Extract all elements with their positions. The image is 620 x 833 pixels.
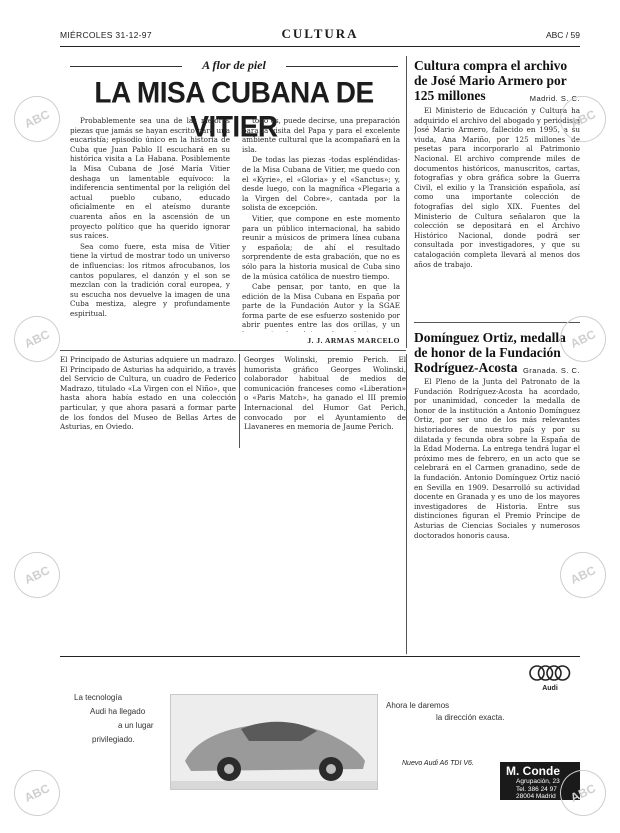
brief-text: El Principado de Asturias adquiere un madrazo. El Principado de Asturias ha adquirido, a través del Servicio de Cultura, un cuadro de Federico Madrazo, titulado «La Virgen con el Niño», que hasta ahora había estado en una colección particular, y que ahora pasará a formar parte de los fondos del Museo de Bellas Artes de Asturias, en Oviedo. — [60, 355, 236, 432]
abc-watermark: ABC — [6, 762, 67, 823]
brand-name: Audi — [542, 685, 558, 692]
brief-asturias — [60, 355, 236, 495]
main-article-column-2 — [242, 116, 400, 332]
dealer-address-line: Agrupación, 23 — [516, 778, 560, 785]
article-kicker — [70, 60, 398, 72]
kicker-rule-left — [70, 66, 182, 67]
paragraph: Probablemente sea una de las mejores piezas que jamás se hayan escrito para una eucaristía; episodio único en la historia de Cuba que Juan Pablo II escuchará en su histórica visita a La Habana. Posiblemente la Misa Cubana de José María Vitier deshaga un lamentable equívoco: la indiferencia sentimental por la religión del actual pueblo cubano, educado oficialmente en el ateísmo durante cuarenta años en la ascensión de un proyecto político que ha querido ignorar sus raíces. — [70, 116, 230, 241]
article-separator — [414, 322, 580, 323]
brief-text: Georges Wolinski, premio Perich. El humorista gráfico Georges Wolinski, colaborador habitual de medios de comunicación franceses como «Liberation» o «Paris Match», ha ganado el III premio Internacional del Humor Gat Perich, convocado por el Ayuntamiento de Llavaneres en memoria de Jaume Perich. — [244, 355, 406, 432]
main-article-column-1 — [70, 116, 230, 346]
kicker-text: A flor de piel — [182, 58, 286, 73]
paragraph: El Pleno de la Junta del Patronato de la Fundación Rodríguez-Acosta ha acordado, por unanimidad, conceder la medalla de honor de la institución a Antonio Domínguez Ortiz, por ser uno de los más relevantes historiadores de nuestro país y por su dilatada y fecunda obra sobre la España de la Edad Moderna. La entrega tendrá lugar el próximo mes de febrero, en un acto que se celebrará en el Carmen granadino, sede de la fundación. Antonio Domínguez Ortiz nació en Sevilla en 1909. Desarrolló su actividad docente en Granada y es uno de los mayores investigadores de Historia. Entre sus distinciones figuran el Premio Príncipe de Asturias de Ciencias Sociales y numerosos doctorados honoris causa. — [414, 377, 580, 540]
paragraph: Cabe pensar, por tanto, en que la edición de la Misa Cubana en España por parte de la Fundación Autor y la SGAE forma parte de ese esfuerzo sostenido por abrir puentes entre las dos orillas, y un — [242, 282, 400, 330]
article2-body — [414, 106, 580, 314]
dealer-address-line: 28004 Madrid — [516, 793, 556, 800]
ad-copy-line: Ahora le daremos — [386, 701, 450, 710]
page-header — [60, 28, 580, 44]
ad-copy-line: Audi ha llegado — [90, 707, 146, 716]
ad-model-name: Nuevo Audi A6 TDI V6. — [402, 760, 474, 767]
audi-rings-icon — [528, 662, 572, 684]
byline: J. J. ARMAS MARCELO — [307, 336, 400, 345]
paragraph: Sea como fuere, esta misa de Vitier tiene la virtud de mostrar todo un universo de influencias: los ritmos afrocubanos, los cantos populares, el danzón y el son se mezclan con la tradición coral europea, y su escucha nos devuelve la imagen de una Cuba mestiza, alegre y profundamente espiritual. — [70, 241, 230, 318]
brief-wolinski — [244, 355, 406, 433]
article3-dateline: Granada. S. C. — [522, 366, 580, 375]
page-folio: ABC / 59 — [545, 30, 580, 40]
article2-dateline: Madrid. S. C. — [529, 94, 580, 103]
ad-copy-line: a un lugar — [118, 721, 154, 730]
issue-date: MIÉRCOLES 31-12-97 — [60, 30, 152, 40]
brief-column-rule — [239, 354, 240, 448]
header-rule — [60, 46, 580, 47]
paragraph: Vitier, que compone en este momento para un público internacional, ha sabido reunir a músicos de primera línea cubana y española; de ahí el resultado sorprendente de esta grabación, que no es sólo para la historia musical de Cuba sino de la música católica de nuestro tiempo. — [242, 213, 400, 281]
dealer-address — [516, 778, 560, 801]
main-headline: LA MISA CUBANA DE VITIER — [94, 76, 374, 143]
ad-copy-line: La tecnología — [74, 693, 123, 702]
abc-watermark: ABC — [552, 308, 613, 369]
paragraph: todo es, puede decirse, una preparación para la visita del Papa y para el excelente ambiente cultural que la acompañará en la isla. — [242, 116, 400, 154]
abc-watermark: ABC — [552, 762, 613, 823]
column-rule — [406, 56, 407, 348]
car-photo — [170, 694, 378, 790]
kicker-rule-right — [286, 66, 398, 67]
abc-watermark: ABC — [6, 308, 67, 369]
briefs-rule — [60, 350, 406, 351]
paragraph: De todas las piezas -todas espléndidas- de la Misa Cubana de Vitier, me quedo con el «Kyrie», el «Gloria» y el «Sanctus»; y, desde luego, con la magnífica «Plegaria a la Virgen del Cobre», cantada por la solista de excepción. — [242, 155, 400, 213]
abc-watermark: ABC — [6, 88, 67, 149]
abc-watermark: ABC — [552, 88, 613, 149]
section-title: CULTURA — [281, 26, 359, 41]
article3-body — [414, 377, 580, 653]
paragraph: El Ministerio de Educación y Cultura ha adquirido el archivo del abogado y periodista José Mario Armero, fallecido en 1995, a su viuda, Ana Mariño, por 125 millones de pesetas para incorporarlo al Patrimonio Nacional. El archivo comprende miles de documentos históricos, manuscritos, cartas, fotografías y obra gráfica sobre la Guerra Civil, el exilio y la Transición española, así como una importante colección de fotografías del siglo XIX. Fuentes del Ministerio de Cultura señalaron que la colección se depositará en el Archivo Histórico Nacional, donde podrá ser consultada por investigadores, y que su catalogación completa llevará al menos dos años de trabajo. — [414, 106, 580, 269]
article3-headline: Domínguez Ortiz, medalla de honor de la Fundación Rodríguez-Acosta — [414, 330, 566, 375]
ad-copy-line: la dirección exacta. — [436, 713, 505, 722]
abc-watermark: ABC — [6, 544, 67, 605]
abc-watermark: ABC — [552, 544, 613, 605]
dealer-address-line: Tel. 386 24 97 — [516, 785, 557, 793]
ad-copy-line: privilegiado. — [92, 735, 135, 744]
column-rule — [406, 354, 407, 654]
dealer-name: M. Conde — [506, 764, 560, 778]
article2-headline: Cultura compra el archivo de José Mario Armero por 125 millones — [414, 58, 568, 103]
